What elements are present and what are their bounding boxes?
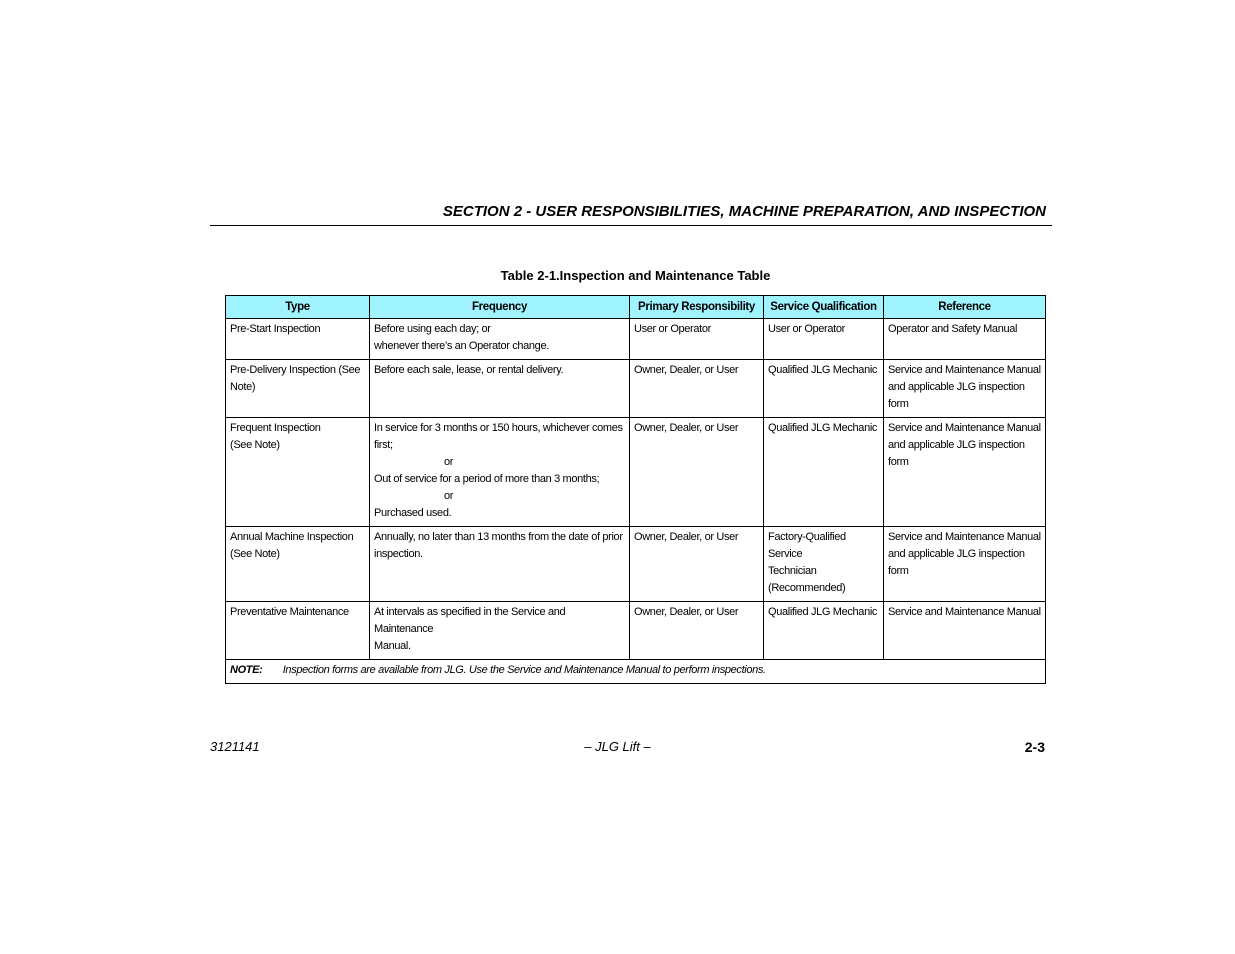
table-body [226, 319, 1046, 660]
frequency-cell [370, 602, 630, 660]
type-cell [226, 360, 370, 418]
cell-text-line: User or Operator [768, 323, 845, 335]
cell-text-line: Qualified JLG Mechanic [768, 606, 878, 618]
cell-text-line: Operator and Safety Manual [888, 323, 1018, 335]
cell-text-line: Before using each day; or [374, 323, 491, 335]
cell-text-line: Pre-Start Inspection [230, 323, 321, 335]
primary-responsibility-cell [630, 527, 764, 602]
cell-text-line: Preventative Maintenance [230, 606, 349, 618]
service-qualification-cell [764, 602, 884, 660]
service-qualification-cell [764, 527, 884, 602]
cell-text-line: At intervals as specified in the Service and Maintenance [374, 606, 566, 635]
reference-cell [884, 527, 1046, 602]
cell-text-line: Service and Maintenance Manual [888, 422, 1041, 434]
reference-cell [884, 418, 1046, 527]
note-text: Inspection forms are available from JLG. Use the Service and Maintenance Manual to perform inspections. [282, 664, 766, 676]
cell-text-line: (See Note) [230, 548, 280, 560]
table-note-cell [226, 660, 1046, 684]
cell-text-line: Manual. [374, 640, 411, 652]
service-qualification-cell [764, 360, 884, 418]
table-row [226, 319, 1046, 360]
cell-text-line: Owner, Dealer, or User [634, 364, 739, 376]
frequency-cell [370, 319, 630, 360]
cell-text-line: In service for 3 months or 150 hours, whichever comes first; [374, 422, 623, 451]
cell-text-line: and applicable JLG inspection form [888, 381, 1025, 410]
frequency-cell [370, 418, 630, 527]
type-cell [226, 527, 370, 602]
table-row [226, 527, 1046, 602]
section-header [210, 202, 1052, 226]
cell-text-line: or [444, 456, 454, 468]
cell-text-line: Annual Machine Inspection [230, 531, 354, 543]
cell-text-line: Pre-Delivery Inspection (See [230, 364, 361, 376]
cell-text-line: Purchased used. [374, 507, 452, 519]
service-qualification-cell [764, 418, 884, 527]
table-row [226, 418, 1046, 527]
cell-text-line: and applicable JLG inspection form [888, 548, 1025, 577]
primary-responsibility-cell [630, 360, 764, 418]
table-caption: Table 2-1.Inspection and Maintenance Table [500, 268, 771, 283]
cell-text-line: Service and Maintenance Manual [888, 364, 1041, 376]
service-qualification-cell [764, 319, 884, 360]
cell-text-line: Owner, Dealer, or User [634, 531, 739, 543]
reference-cell [884, 602, 1046, 660]
column-header-type: Type [226, 296, 370, 319]
table-header-row [226, 296, 1046, 319]
column-header-service-qualification: Service Qualification [764, 296, 884, 319]
reference-cell [884, 360, 1046, 418]
frequency-cell [370, 360, 630, 418]
column-header-frequency: Frequency [370, 296, 630, 319]
primary-responsibility-cell [630, 418, 764, 527]
cell-text-line: Factory-Qualified Service [768, 531, 846, 560]
frequency-cell [370, 527, 630, 602]
footer-doc-number: 3121141 [210, 739, 260, 754]
table-note-row [226, 660, 1046, 684]
table-row [226, 360, 1046, 418]
reference-cell [884, 319, 1046, 360]
footer-center-text: – JLG Lift – [584, 739, 651, 754]
type-cell [226, 319, 370, 360]
type-cell [226, 602, 370, 660]
inspection-maintenance-table [225, 295, 1046, 684]
cell-text-line: Qualified JLG Mechanic [768, 422, 878, 434]
cell-text-line: inspection. [374, 548, 423, 560]
cell-text-line: Annually, no later than 13 months from the date of prior [374, 531, 623, 543]
footer-page-number: 2-3 [1024, 739, 1045, 755]
section-title: SECTION 2 - USER RESPONSIBILITIES, MACHINE PREPARATION, AND INSPECTION [442, 203, 1046, 220]
column-header-primary-responsibility: Primary Responsibility [630, 296, 764, 319]
cell-text-line: or [444, 490, 454, 502]
cell-text-line: and applicable JLG inspection form [888, 439, 1025, 468]
cell-text-line: Out of service for a period of more than 3 months; [374, 473, 600, 485]
cell-text-line: (See Note) [230, 439, 280, 451]
note-label: NOTE: [230, 664, 263, 676]
cell-text-line: Service and Maintenance Manual [888, 606, 1041, 618]
cell-text-line: User or Operator [634, 323, 711, 335]
table-row [226, 602, 1046, 660]
cell-text-line: Before each sale, lease, or rental delivery. [374, 364, 564, 376]
cell-text-line: whenever there’s an Operator change. [374, 340, 549, 352]
column-header-reference: Reference [884, 296, 1046, 319]
cell-text-line: Owner, Dealer, or User [634, 606, 739, 618]
type-cell [226, 418, 370, 527]
cell-text-line: Service and Maintenance Manual [888, 531, 1041, 543]
cell-text-line: Frequent Inspection [230, 422, 321, 434]
cell-text-line: Note) [230, 381, 256, 393]
cell-text-line: Technician [768, 565, 817, 577]
primary-responsibility-cell [630, 602, 764, 660]
cell-text-line: Owner, Dealer, or User [634, 422, 739, 434]
cell-text-line: (Recommended) [768, 582, 846, 594]
cell-text-line: Qualified JLG Mechanic [768, 364, 878, 376]
primary-responsibility-cell [630, 319, 764, 360]
